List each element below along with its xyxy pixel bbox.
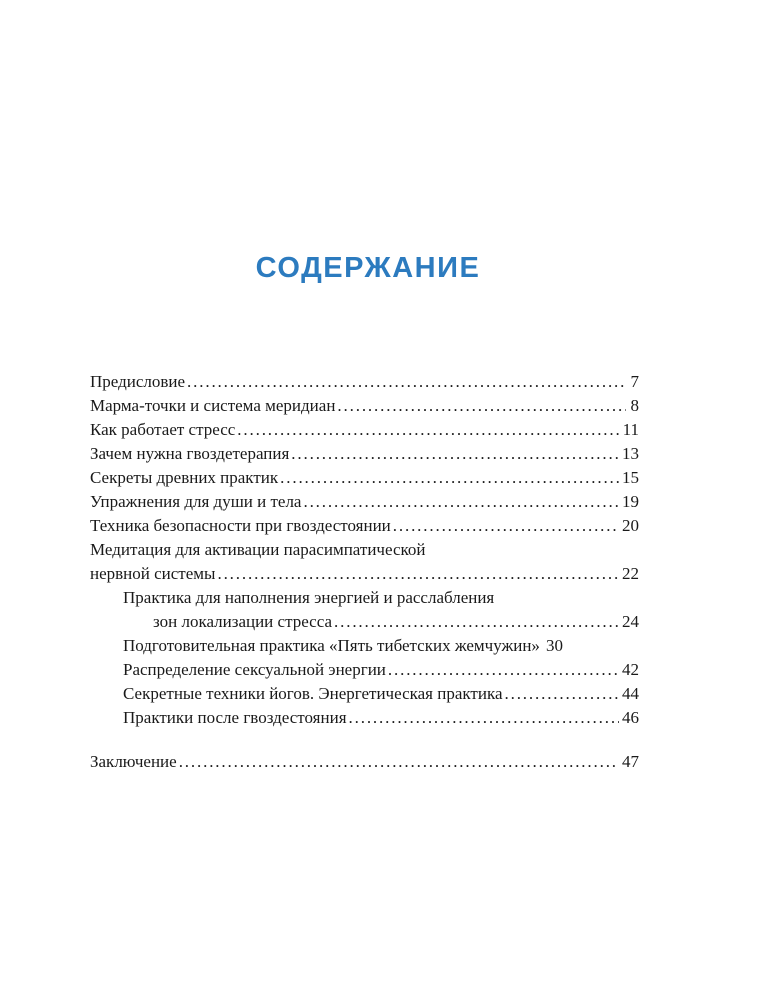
toc-entry-title: Предисловие xyxy=(90,372,186,391)
leader-dots xyxy=(280,466,619,490)
toc-entry-title: Упражнения для души и тела xyxy=(90,492,302,511)
leader-dots xyxy=(393,514,619,538)
toc-entry[interactable] xyxy=(90,394,640,418)
toc-entry[interactable] xyxy=(90,442,640,466)
toc-entry[interactable] xyxy=(90,490,640,514)
toc-entry-page: 44 xyxy=(622,684,639,703)
leader-dots xyxy=(388,658,619,682)
toc-subentry-title: Распределение сексуальной энергии xyxy=(123,660,386,679)
toc-entry-title: Марма-точки и система меридиан xyxy=(90,396,336,415)
leader-dots xyxy=(334,610,619,634)
leader-dots xyxy=(217,562,619,586)
toc-entry-page: 30 xyxy=(545,636,563,655)
toc-entry-page: 13 xyxy=(622,444,639,463)
leader-dots xyxy=(179,750,619,774)
toc-entry-page: 22 xyxy=(622,564,639,583)
toc-subentry-title: Подготовительная практика «Пять тибетских жемчужин» xyxy=(123,636,540,655)
leader-dots xyxy=(303,490,619,514)
toc-subentry[interactable] xyxy=(90,658,640,682)
toc-entry[interactable] xyxy=(90,466,640,490)
leader-dots xyxy=(349,706,619,730)
toc-entry-first-line[interactable] xyxy=(90,538,640,562)
toc-entry-title: Зачем нужна гвоздетерапия xyxy=(90,444,290,463)
leader-dots xyxy=(337,394,626,418)
table-of-contents xyxy=(90,370,640,774)
section-gap xyxy=(90,730,640,750)
toc-entry-page: 24 xyxy=(622,612,639,631)
toc-entry-page: 20 xyxy=(622,516,639,535)
toc-entry[interactable] xyxy=(90,562,640,586)
toc-entry[interactable] xyxy=(90,418,640,442)
toc-entry[interactable] xyxy=(90,750,640,774)
toc-subentry[interactable] xyxy=(90,634,640,658)
toc-entry-page: 15 xyxy=(622,468,639,487)
page-title: СОДЕРЖАНИЕ xyxy=(255,252,481,284)
toc-entry-page: 7 xyxy=(630,372,639,391)
toc-subentry-title-continued: зон локализации стресса xyxy=(153,612,333,631)
toc-subentry[interactable] xyxy=(90,706,640,730)
toc-subentry-first-line[interactable] xyxy=(90,586,640,610)
toc-entry-title-continued: нервной системы xyxy=(90,564,216,583)
toc-entry-title: Заключение xyxy=(90,752,177,771)
leader-dots xyxy=(237,418,619,442)
leader-dots xyxy=(505,682,620,706)
toc-entry-title: Как работает стресс xyxy=(90,420,236,439)
toc-entry[interactable] xyxy=(90,514,640,538)
toc-entry-title: Медитация для активации парасимпатической xyxy=(90,540,426,559)
leader-dots xyxy=(291,442,619,466)
toc-subentry-title: Секретные техники йогов. Энергетическая практика xyxy=(123,684,503,703)
toc-entry-page: 47 xyxy=(622,752,639,771)
toc-entry-page: 46 xyxy=(622,708,639,727)
toc-entry-title: Техника безопасности при гвоздестоянии xyxy=(90,516,391,535)
leader-dots xyxy=(187,370,626,394)
toc-subentry-title: Практика для наполнения энергией и расслабления xyxy=(123,588,495,607)
toc-entry-page: 42 xyxy=(622,660,639,679)
toc-entry-page: 19 xyxy=(622,492,639,511)
toc-subentry[interactable] xyxy=(90,682,640,706)
toc-entry-page: 11 xyxy=(622,420,639,439)
toc-entry[interactable] xyxy=(90,370,640,394)
toc-subentry[interactable] xyxy=(90,610,640,634)
toc-entry-page: 8 xyxy=(630,396,639,415)
toc-subentry-title: Практики после гвоздестояния xyxy=(123,708,347,727)
toc-entry-title: Секреты древних практик xyxy=(90,468,279,487)
